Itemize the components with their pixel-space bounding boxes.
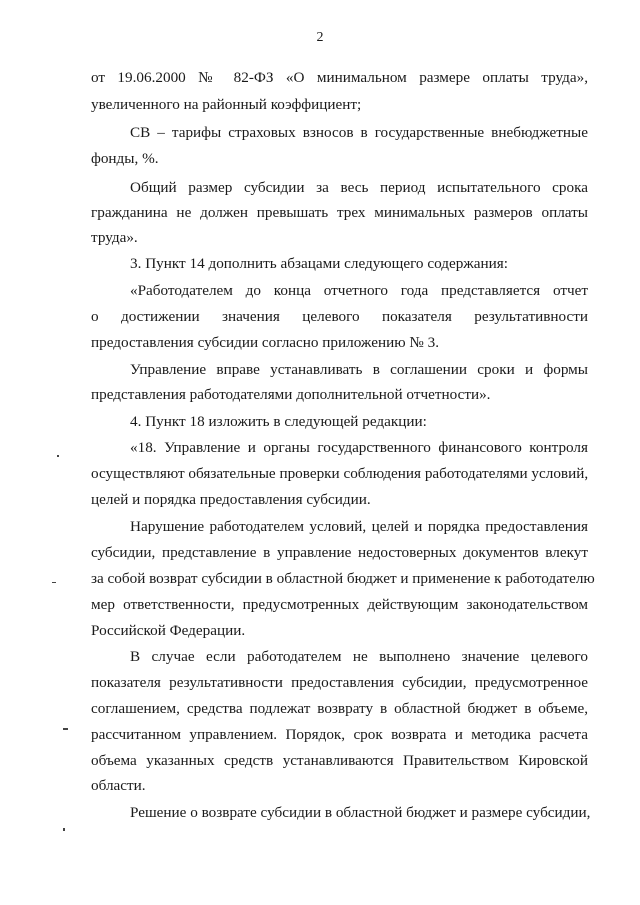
text-line: увеличенного на районный коэффициент;: [91, 96, 362, 113]
text-line: объема указанных средств устанавливаются Правительством Кировской: [91, 752, 588, 769]
text-line: за собой возврат субсидии в областной бюджет и применение к работодателю: [91, 570, 595, 587]
text-line: соглашением, средства подлежат возврату в областной бюджет в объеме,: [91, 700, 588, 717]
text-line: области.: [91, 777, 146, 794]
scan-speck: [52, 582, 56, 583]
text-line: Нарушение работодателем условий, целей и порядка предоставления: [130, 518, 588, 535]
text-line: о достижении значения целевого показателя результативности: [91, 308, 588, 325]
text-line: субсидии, представление в управление недостоверных документов влекут: [91, 544, 588, 561]
text-line: предоставления субсидии согласно приложению № 3.: [91, 334, 440, 351]
text-line: Общий размер субсидии за весь период испытательного срока: [130, 179, 588, 196]
scan-speck: [57, 455, 59, 457]
text-line: мер ответственности, предусмотренных действующим законодательством: [91, 596, 588, 613]
text-line: показателя результативности предоставления субсидии, предусмотренное: [91, 674, 588, 691]
text-line: Управление вправе устанавливать в соглашении сроки и формы: [130, 361, 588, 378]
text-line: рассчитанном управлением. Порядок, срок возврата и методика расчета: [91, 726, 588, 743]
text-line: от 19.06.2000 № 82-ФЗ «О минимальном размере оплаты труда»,: [91, 69, 588, 86]
text-line: «Работодателем до конца отчетного года представляется отчет: [130, 282, 588, 299]
page-number: 2: [316, 30, 324, 45]
scan-speck: [63, 828, 65, 831]
text-line: «18. Управление и органы государственного финансового контроля: [130, 439, 588, 456]
text-line: СВ – тарифы страховых взносов в государственные внебюджетные: [130, 124, 588, 141]
text-line: Российской Федерации.: [91, 622, 246, 639]
text-line: фонды, %.: [91, 150, 159, 167]
text-line: гражданина не должен превышать трех минимальных размеров оплаты: [91, 204, 588, 221]
text-line: 3. Пункт 14 дополнить абзацами следующего содержания:: [130, 255, 508, 272]
text-line: В случае если работодателем не выполнено значение целевого: [130, 648, 588, 665]
text-line: Решение о возврате субсидии в областной бюджет и размере субсидии,: [130, 804, 591, 821]
scan-speck: [63, 728, 68, 730]
text-line: 4. Пункт 18 изложить в следующей редакции:: [130, 413, 427, 430]
text-line: труда».: [91, 229, 138, 246]
text-line: целей и порядка предоставления субсидии.: [91, 491, 371, 508]
text-line: осуществляют обязательные проверки соблюдения работодателями условий,: [91, 465, 589, 482]
text-line: представления работодателями дополнительной отчетности».: [91, 386, 491, 403]
